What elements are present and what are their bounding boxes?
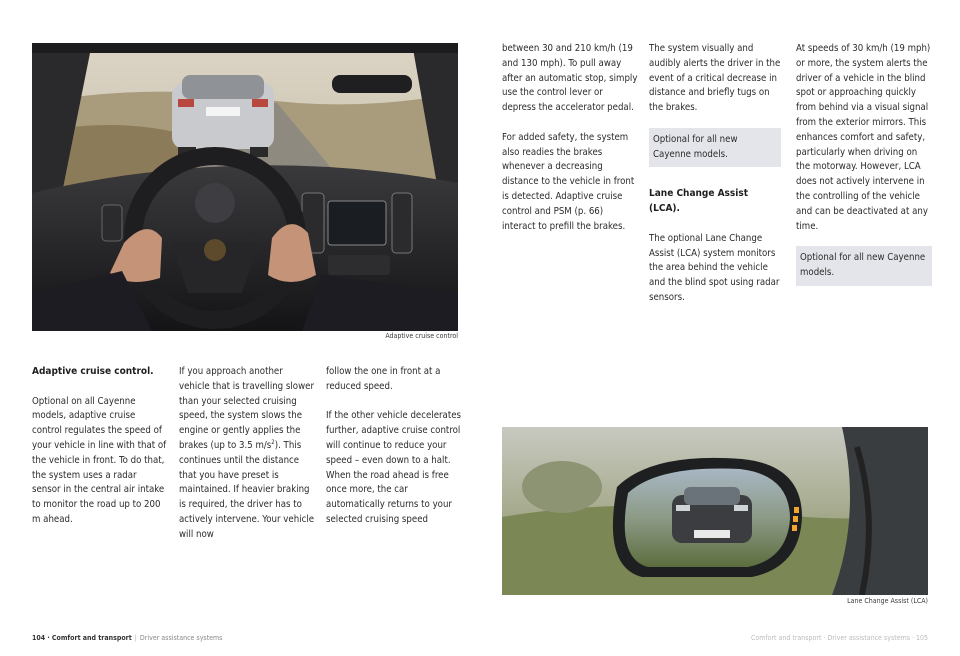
paragraph: At speeds of 30 km/h (19 mph) or more, the system alerts the driver of a vehicle in the blind spot or approaching quickly from behind via a visual signal from the exterior mirrors. This enhances comfort and safety, particularly when driving on the motorway. However, LCA does not actively intervene in the controlling of the vehicle and can be deactivated at any time.	[796, 43, 931, 232]
paragraph: between 30 and 210 km/h (19 and 130 mph). To pull away after an automatic stop, simply use the control lever or depress the accelerator pedal.	[502, 43, 638, 114]
footer-right: Comfort and transport · Driver assistance systems · 105	[751, 634, 928, 642]
footer-separator: |	[134, 634, 137, 642]
side-mirror	[613, 458, 802, 577]
paragraph: The optional Lane Change Assist (LCA) system monitors the area behind the vehicle and the blind spot using radar sensors.	[649, 232, 780, 303]
section-heading-lca: Lane Change Assist (LCA).	[649, 188, 749, 215]
right-column-1	[502, 42, 638, 249]
paragraph: If you approach another vehicle that is travelling slower than your selected cruising speed, the system slows the engine or gently applies the brakes (up to 3.5 $m/s^2$). This continues until the distance that you have preset is maintained. If heavier braking is required, the driver has to actively intervene. Your vehicle will now	[179, 366, 315, 540]
paragraph: Optional on all Cayenne models, adaptive cruise control regulates the speed of your vehicle in line with that of the vehicle in front. To do that, the system uses a radar sensor in the central air intake to monitor the road up to 200 m ahead.	[32, 395, 167, 525]
photo-caption-lca: Lane Change Assist (LCA)	[847, 597, 928, 605]
paragraph: follow the one in front at a reduced speed.	[326, 366, 441, 392]
car-ahead	[172, 75, 274, 157]
footer-left	[32, 634, 222, 642]
photo-caption-acc: Adaptive cruise control	[385, 332, 458, 340]
paragraph: If the other vehicle decelerates further, adaptive cruise control will continue to reduce your speed – even down to a halt. When the road ahead is free once more, the car automatically returns to your selected cruising speed	[326, 410, 462, 525]
acc-column-2	[179, 365, 316, 557]
right-column-2	[649, 42, 781, 321]
right-column-3	[796, 42, 932, 286]
paragraph: For added safety, the system also readies the brakes whenever a decreasing distance to the vehicle in front is detected. Adaptive cruise control and PSM (p. 66) interact to prefill the brakes.	[502, 131, 635, 232]
acc-column-3	[326, 365, 462, 543]
acc-column-1	[32, 365, 167, 543]
adaptive-cruise-control-photo	[32, 43, 458, 331]
lane-change-assist-photo	[502, 427, 928, 595]
paragraph: The system visually and audibly alerts the driver in the event of a critical decrease in distance and briefly tugs on the brakes.	[649, 43, 781, 114]
footer-section: Driver assistance systems	[139, 634, 223, 642]
page-number-left: 104 · Comfort and transport	[32, 634, 132, 642]
optional-note-box: Optional for all new Cayenne models.	[649, 128, 781, 168]
optional-note-box: Optional for all new Cayenne models.	[796, 246, 932, 286]
section-heading-acc: Adaptive cruise control.	[32, 366, 154, 377]
